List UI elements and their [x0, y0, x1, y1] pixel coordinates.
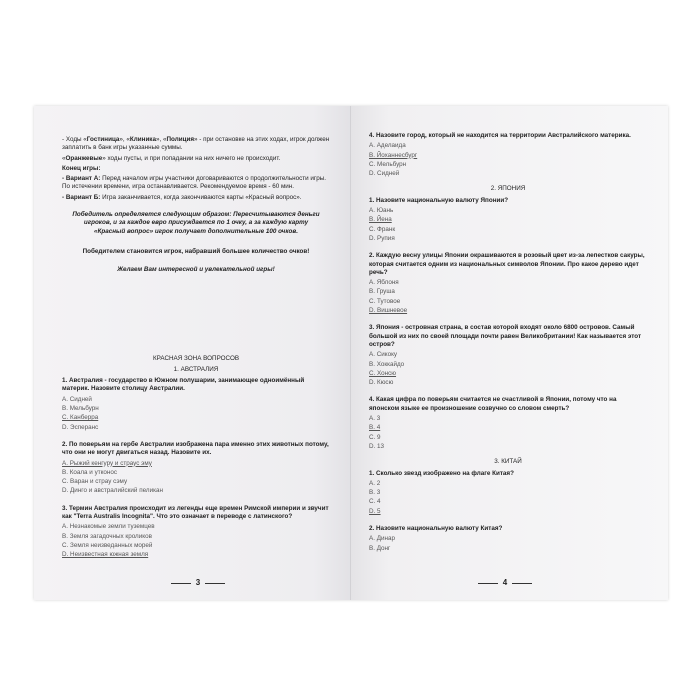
answer-option: C. Тутовое [369, 297, 401, 305]
wish-text: Желаем Вам интересной и увлекательной игры! [117, 266, 275, 274]
answer-option: A. Динар [369, 535, 395, 543]
winner-rule-text: Победитель определяется следующим образом: Пересчитываются деньги игроков, и за каждое евро присуждается по 1 очку, а за каждую карту «Красный вопрос» игрок получает дополнительные 100 очков. [72, 211, 320, 235]
question-text: 4. Какая цифра по поверьям считается не счастливой в Японии, потому что на японском языке ее произношение созвучно со словом смерть? [369, 396, 617, 412]
answer-option: A. Юань [369, 207, 394, 215]
answer-option: B. Хоккайдо [369, 360, 405, 368]
answer-option: A. Сикоку [369, 351, 398, 359]
question-text: 3. Термин Австралия происходит из легенды еще времен Римской империи и звучит как "Terra Australis Incognita". Что это означает в переводе с латинского? [62, 504, 329, 521]
rule-text: Игра заканчивается, когда закончиваются карты «Красный вопрос». [100, 193, 302, 201]
rule-bold-text: Клиника [129, 136, 156, 143]
page-number-3: 3 [195, 577, 201, 587]
answer-option: D. Эсперанс [62, 423, 99, 431]
answer-option: C. 4 [369, 498, 381, 506]
rule-paragraph [62, 155, 330, 163]
answer-option-correct: A. Рыжий кенгуру и страус эму [62, 459, 152, 467]
red-zone-title: КРАСНАЯ ЗОНА ВОПРОСОВ [152, 354, 240, 362]
answer-option-correct: D. 5 [369, 507, 381, 515]
answer-option: B. 3 [369, 489, 381, 497]
page-number-4: 4 [502, 577, 508, 587]
open-booklet [34, 106, 668, 600]
answer-option-correct: B. Йена [369, 216, 392, 224]
page-number-dash [478, 583, 498, 584]
rule-text: « [62, 154, 66, 162]
question-text: 4. Назовите город, который не находится на территории Австралийского материка. [369, 132, 631, 139]
game-rules [62, 136, 330, 202]
answer-option: A. 2 [369, 479, 381, 487]
rule-bold-text: - Вариант А: [62, 175, 101, 183]
answer-option: B. Коала и утконос [62, 468, 118, 476]
page-number-dash [171, 583, 191, 584]
rule-bold-text: - Вариант Б: [62, 193, 101, 201]
answer-option: D. 13 [369, 442, 385, 450]
japan-questions [369, 197, 647, 451]
question-text: 2. Каждую весну улицы Японии окрашиваются в розовый цвет из-за лепестков сакуры, которая считается одним из национальных символов Японии. Про какое дерево идет речь? [369, 252, 645, 276]
rule-paragraph [62, 175, 330, 192]
question-text: 1. Австралия - государство в Южном полушарии, занимающее одноимённый материк. Назовите столицу Австралии. [62, 377, 305, 393]
rule-paragraph [62, 136, 330, 153]
rule-bold-text: Оранжевые [65, 154, 103, 162]
answer-option: A. Незнакомые земли туземцев [62, 523, 155, 531]
answer-option-correct: C. Хонсю [369, 369, 397, 377]
answer-option: C. 9 [369, 433, 381, 441]
answer-option: A. 3 [369, 415, 381, 423]
answer-option-correct: B. Йоханнесбург [369, 151, 418, 159]
rule-bold-text: Гостиница [86, 136, 120, 143]
rule-text: » - при остановке на этих ходах, игрок должен заплатить в банк игры указанные суммы. [62, 136, 330, 152]
page-right [351, 106, 668, 600]
page-number-right [465, 578, 545, 588]
question-text: 1. Сколько звезд изображено на флаге Китая? [369, 469, 514, 477]
answer-option: B. Груша [369, 288, 395, 296]
rule-bold-text: Полиция [166, 136, 194, 143]
australia-questions [62, 377, 330, 559]
answer-option: C. Франк [369, 225, 396, 233]
rule-text: », « [119, 136, 130, 143]
china-questions [369, 470, 647, 553]
rule-text: », « [155, 136, 167, 143]
left-page-content [62, 136, 330, 561]
answer-option: B. Донг [369, 544, 391, 552]
answer-option: B. Мельбурн [62, 405, 99, 413]
rule-text: » ходы пусты, и при попадании на них ничего не происходит. [102, 154, 281, 162]
right-page-content [369, 130, 647, 554]
page-number-dash [205, 583, 225, 584]
answer-option-correct: D. Неизвестная южная земля [62, 551, 149, 559]
question-text: 1. Назовите национальную валюту Японии? [369, 196, 509, 204]
rule-paragraph [62, 194, 330, 202]
winner-statement: Победителем становится игрок, набравший большее количество очков! [82, 247, 310, 255]
question-text: 2. Назовите национальную валюту Китая? [369, 524, 503, 532]
answer-option: D. Рупия [369, 234, 395, 242]
answer-option-correct: D. Вишневое [369, 307, 408, 315]
page-number-left [158, 578, 238, 588]
answer-option: C. Мельбурн [369, 160, 407, 168]
answer-option: D. Кюсю [369, 379, 394, 387]
answer-option-correct: C. Канберра [62, 414, 99, 422]
answer-option: B. Земля загадочных кроликов [62, 532, 152, 540]
answer-option: D. Сидней [369, 170, 400, 178]
rule-bold-text: Конец игры: [62, 164, 101, 172]
answer-option: A. Сидней [62, 395, 92, 403]
page-left [34, 106, 351, 600]
australia-question-4 [369, 132, 647, 178]
section-title-japan: 2. ЯПОНИЯ [490, 185, 526, 193]
answer-option: A. Аделаида [369, 142, 406, 150]
rule-text: Перед началом игры участники договариваются о продолжительности игры. По истечении времени, игра останавливается. Рекомендуемое время - 60 мин. [62, 175, 327, 191]
page-number-dash [512, 583, 532, 584]
question-text: 3. Япония - островная страна, в состав которой входят около 6800 островов. Самый большой из них по своей площади почти равен Великобритании! Как называется этот остров? [369, 324, 642, 348]
answer-option: C. Варан и страу сэму [62, 478, 128, 486]
section-title-australia: 1. АВСТРАЛИЯ [173, 365, 219, 373]
answer-option: C. Земля неизведанных морей [62, 541, 153, 549]
question-text: 2. По поверьям на гербе Австралии изображена пара именно этих животных потому, что они не могут двигаться назад. Назовите их. [62, 440, 329, 457]
rule-text: - Ходы « [62, 136, 87, 143]
answer-option-correct: B. 4 [369, 424, 381, 432]
rule-paragraph [62, 165, 330, 173]
section-title-china: 3. КИТАЙ [494, 458, 522, 466]
answer-option: A. Яблоня [369, 279, 399, 287]
answer-option: D. Динго и австралийский пеликан [62, 487, 163, 495]
